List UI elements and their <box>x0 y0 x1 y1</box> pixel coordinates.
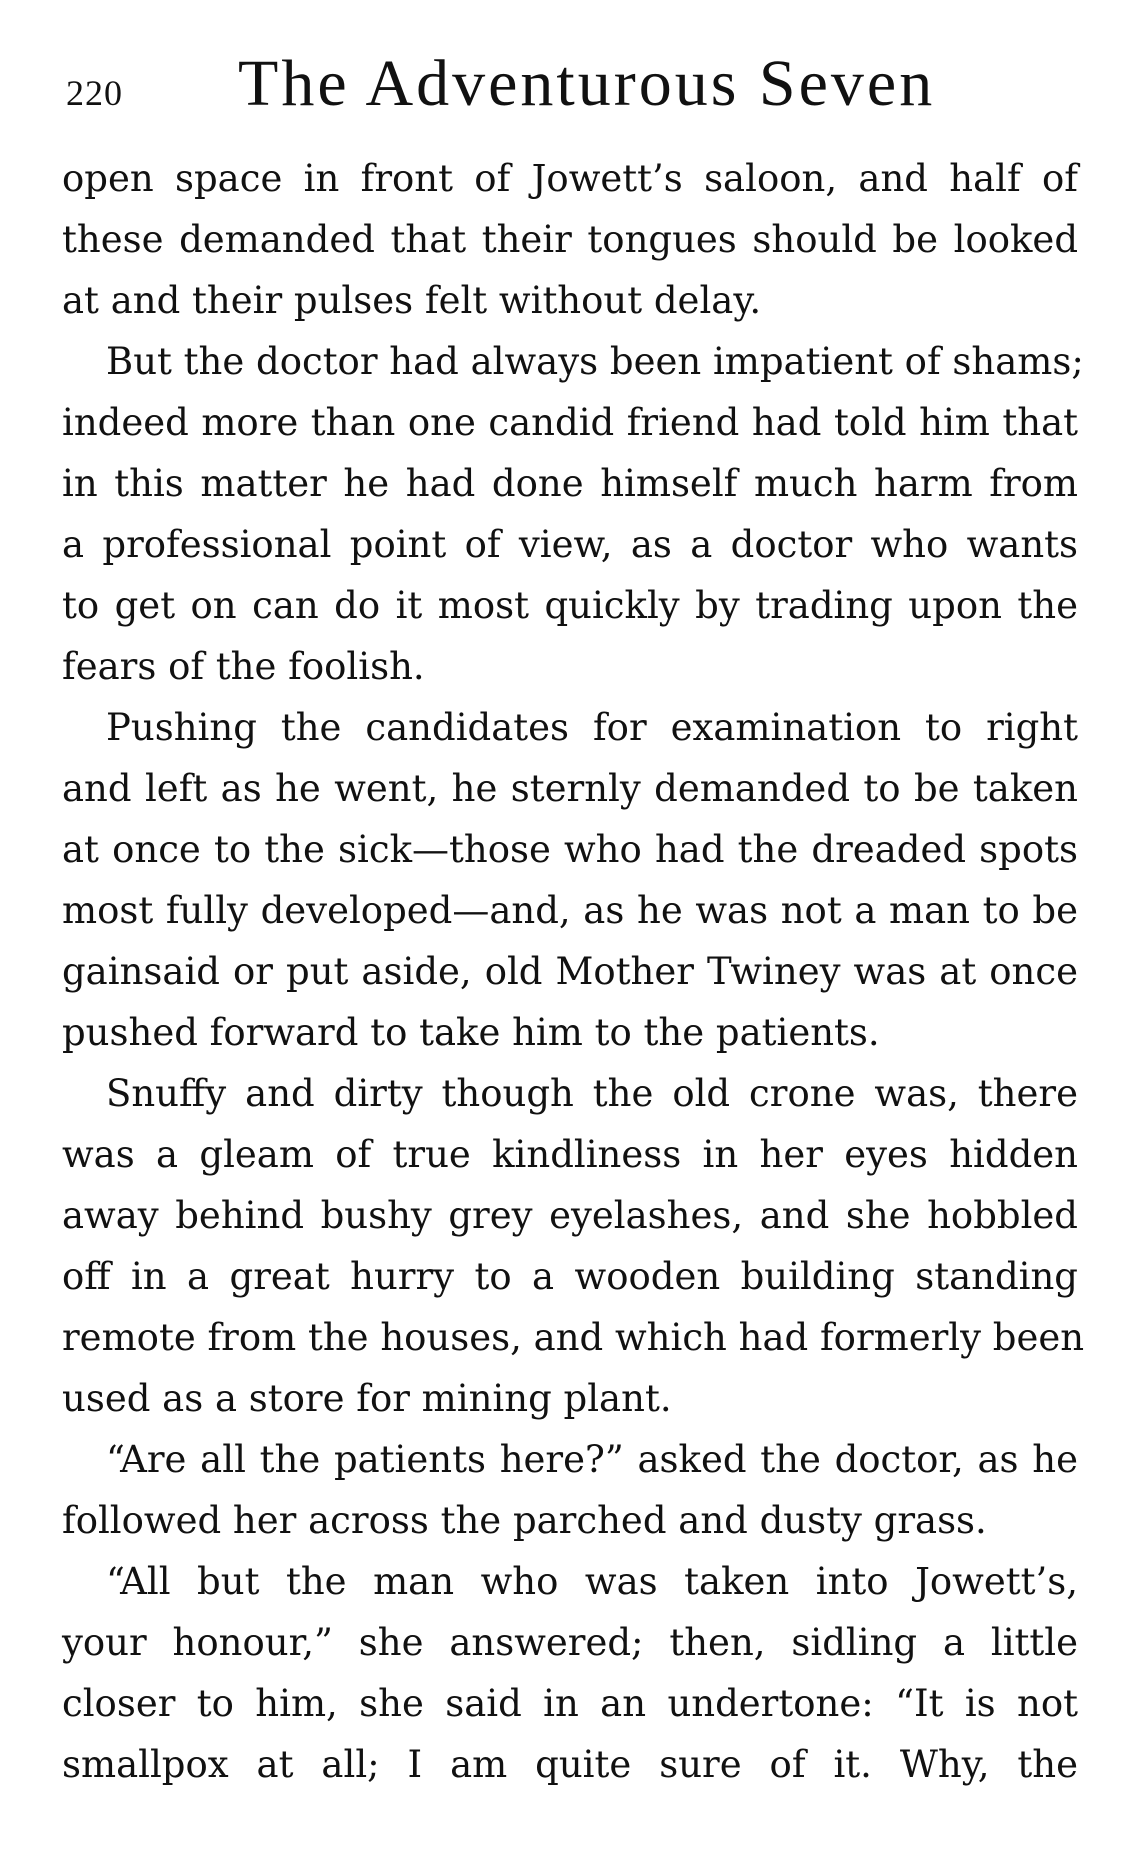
text-line: closer to him, she said in an undertone: “It is not <box>62 1682 1078 1725</box>
text-line: in this matter he had done himself much harm from <box>62 462 1078 505</box>
text-line: followed her across the parched and dusty grass. <box>62 1499 987 1542</box>
text-line: But the doctor had always been impatient of shams; <box>106 340 1084 383</box>
page-number: 220 <box>66 73 123 113</box>
text-line: and left as he went, he sternly demanded to be taken <box>62 767 1078 810</box>
text-line: Pushing the candidates for examination to right <box>106 706 1078 749</box>
paragraph <box>62 148 1078 331</box>
body-text <box>62 148 1085 1795</box>
paragraph <box>62 697 1078 1063</box>
text-line: a professional point of view, as a doctor who wants <box>62 523 1078 566</box>
text-line: remote from the houses, and which had formerly been <box>62 1316 1085 1359</box>
text-line: away behind bushy grey eyelashes, and she hobbled <box>62 1194 1078 1237</box>
text-line: used as a store for mining plant. <box>62 1377 672 1420</box>
text-line: at and their pulses felt without delay. <box>62 279 762 322</box>
text-line: Snuffy and dirty though the old crone was, there <box>106 1072 1078 1115</box>
text-line: “Are all the patients here?” asked the doctor, as he <box>106 1438 1078 1481</box>
text-line: fears of the foolish. <box>62 645 425 688</box>
paragraph <box>62 1551 1078 1795</box>
text-line: indeed more than one candid friend had told him that <box>62 401 1078 444</box>
text-line: most fully developed—and, as he was not a man to be <box>62 889 1078 932</box>
text-line: was a gleam of true kindliness in her eyes hidden <box>62 1133 1078 1176</box>
paragraph <box>62 1429 1078 1551</box>
text-line: pushed forward to take him to the patients. <box>62 1011 880 1054</box>
paragraph <box>62 331 1084 697</box>
running-title: The Adventurous Seven <box>238 47 936 120</box>
text-line: your honour,” she answered; then, sidling a little <box>62 1621 1078 1664</box>
text-line: smallpox at all; I am quite sure of it. Why, the <box>62 1743 1078 1786</box>
text-line: “All but the man who was taken into Jowett’s, <box>106 1560 1078 1603</box>
paragraph <box>62 1063 1085 1429</box>
text-line: at once to the sick—those who had the dreaded spots <box>62 828 1078 871</box>
text-line: open space in front of Jowett’s saloon, and half of <box>62 157 1078 200</box>
text-line: these demanded that their tongues should be looked <box>62 218 1078 261</box>
text-line: gainsaid or put aside, old Mother Twiney was at once <box>62 950 1078 993</box>
text-line: to get on can do it most quickly by trading upon the <box>62 584 1078 627</box>
page-header <box>60 46 1080 126</box>
text-line: off in a great hurry to a wooden building standing <box>62 1255 1078 1298</box>
